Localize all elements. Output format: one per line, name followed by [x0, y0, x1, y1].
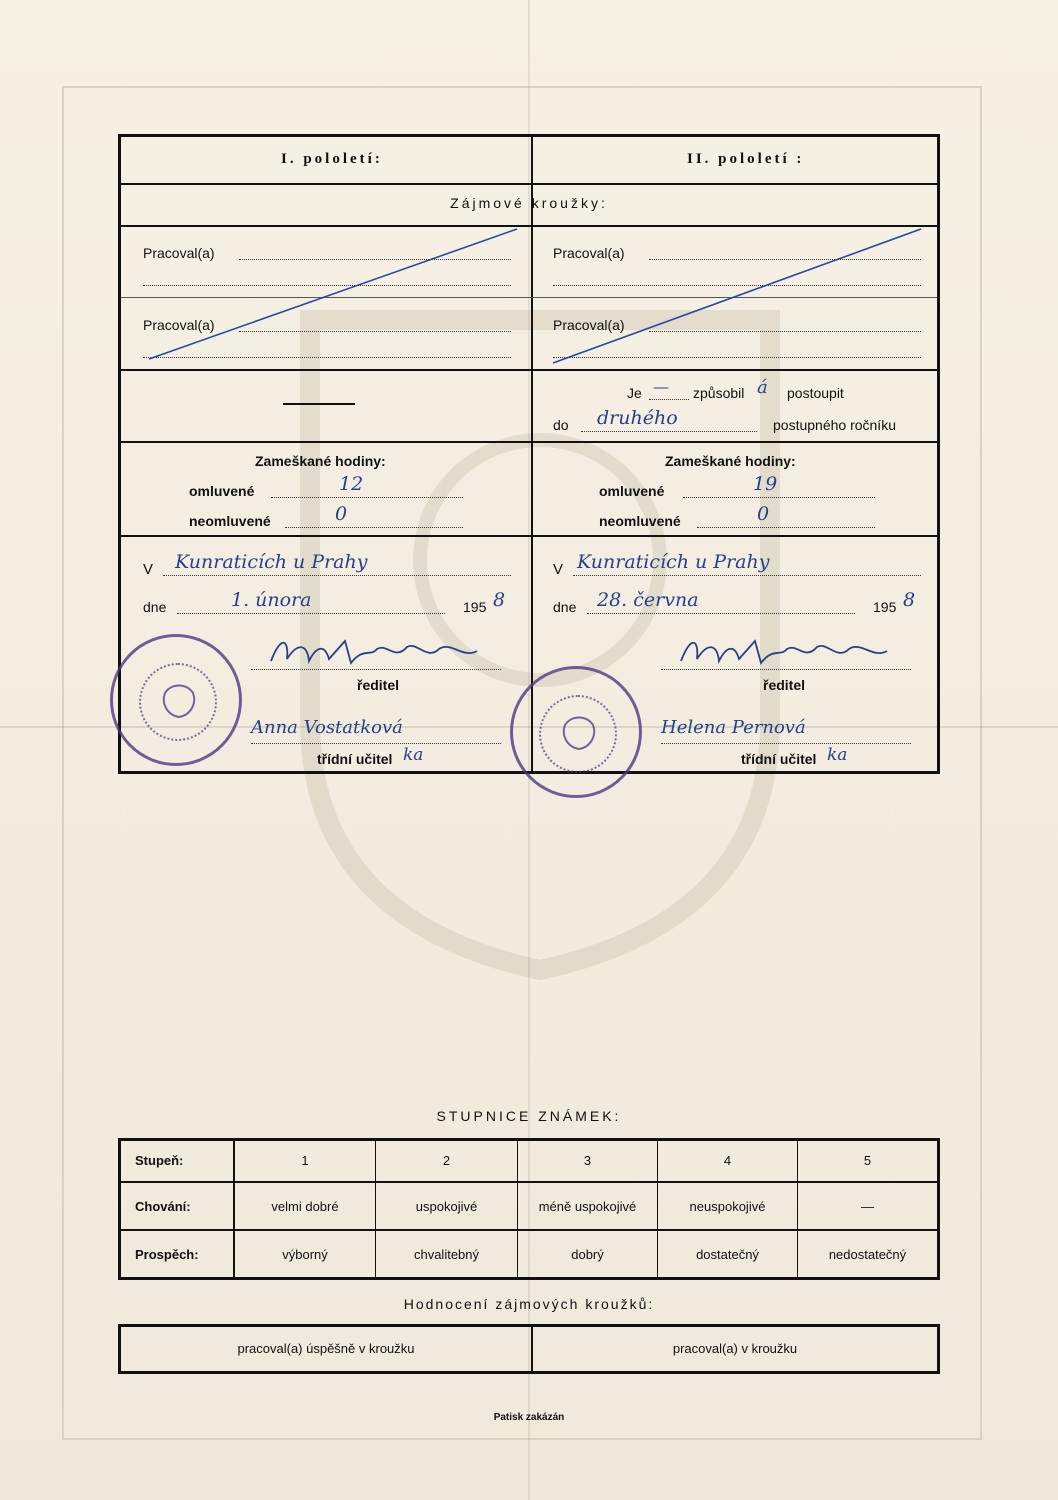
half1-club2-label: Pracoval(a): [143, 317, 215, 333]
half1-date-value: 1. února: [231, 589, 312, 611]
half2-date-value: 28. června: [597, 589, 699, 611]
row-divider: [121, 441, 937, 443]
half1-teacher-signature: Anna Vostatková: [251, 717, 403, 738]
grade-value: druhého: [597, 407, 678, 429]
half1-date-line: [177, 613, 445, 614]
half2-excused-label: omluvené: [599, 483, 665, 499]
row-divider: [121, 183, 937, 185]
half1-absence-title: Zameškané hodiny:: [255, 453, 386, 469]
club-eval-left: pracoval(a) úspěšně v kroužku: [237, 1341, 415, 1356]
half2-excused-line: [683, 497, 875, 498]
behavior-1: velmi dobré: [271, 1199, 339, 1214]
half1-excused-label: omluvené: [189, 483, 255, 499]
half1-unexcused-value: 0: [335, 503, 348, 525]
half2-absence-title: Zameškané hodiny:: [665, 453, 796, 469]
scale-row-progress: Prospěch:: [135, 1247, 199, 1262]
half1-place-value: Kunraticích u Prahy: [175, 551, 368, 573]
grade-suffix: postupného ročníku: [773, 417, 896, 433]
advance-mid: způsobil: [693, 385, 745, 401]
half2-teacher-signature: Helena Pernová: [661, 717, 806, 738]
scale-row-divider: [121, 1229, 937, 1231]
half1-unexcused-line: [285, 527, 463, 528]
half2-year-suffix: 8: [903, 589, 916, 611]
grade-4: 4: [723, 1153, 732, 1168]
advance-suffix: postoupit: [787, 385, 844, 401]
grade-5: 5: [863, 1153, 872, 1168]
half1-teacher-suffix: ka: [403, 745, 424, 765]
scale-row-divider: [121, 1181, 937, 1183]
grading-scale-table: [118, 1138, 940, 1280]
half2-club2-label: Pracoval(a): [553, 317, 625, 333]
scale-row-behavior: Chování:: [135, 1199, 191, 1214]
clubs-header: Zájmové kroužky:: [450, 195, 608, 211]
half1-year-suffix: 8: [493, 589, 506, 611]
half2-unexcused-label: neomluvené: [599, 513, 681, 529]
half1-teacher-line: [251, 743, 501, 744]
grade-1: 1: [301, 1153, 309, 1168]
club-eval-title: Hodnocení zájmových kroužků:: [403, 1296, 655, 1312]
half2-principal-signature: [677, 631, 907, 677]
behavior-2: uspokojivé: [415, 1199, 478, 1214]
half1-place-prefix: V: [143, 561, 154, 578]
advance-prefix: Je: [627, 385, 642, 401]
half1-teacher-title: třídní učitel: [317, 751, 393, 767]
half2-year-prefix: 195: [873, 599, 897, 615]
behavior-3: méně uspokojivé: [538, 1199, 637, 1214]
half1-advance-dash: [283, 403, 355, 405]
behavior-5: —: [861, 1199, 874, 1214]
half1-excused-value: 12: [339, 473, 364, 495]
grade-2: 2: [442, 1153, 451, 1168]
half2-date-prefix: dne: [553, 599, 577, 615]
half1-unexcused-label: neomluvené: [189, 513, 271, 529]
school-stamp-right: [510, 666, 642, 798]
half1-excused-line: [271, 497, 463, 498]
grade-line: [581, 431, 757, 432]
advance-blank: —: [653, 377, 669, 396]
progress-5: nedostatečný: [828, 1247, 907, 1262]
club-eval-table: [118, 1324, 940, 1374]
half2-unexcused-value: 0: [757, 503, 770, 525]
scale-title: STUPNICE ZNÁMEK:: [436, 1108, 622, 1124]
half1-principal-signature: [267, 631, 497, 677]
progress-3: dobrý: [571, 1247, 604, 1262]
half1-date-prefix: dne: [143, 599, 167, 615]
club-eval-right: pracoval(a) v kroužku: [672, 1341, 798, 1356]
grade-prefix: do: [553, 417, 569, 433]
half2-club1-label: Pracoval(a): [553, 245, 625, 261]
behavior-4: neuspokojivé: [689, 1199, 766, 1214]
half1-year-prefix: 195: [463, 599, 487, 615]
progress-1: výborný: [282, 1247, 328, 1262]
half2-excused-value: 19: [753, 473, 778, 495]
advance-handwritten: á: [757, 377, 768, 398]
half2-place-value: Kunraticích u Prahy: [577, 551, 770, 573]
half2-teacher-line: [661, 743, 911, 744]
footer-note: Patisk zakázán: [493, 1412, 565, 1423]
half1-principal-title: ředitel: [357, 677, 400, 693]
half1-title: I. pololetí:: [281, 151, 383, 167]
progress-2: chvalitebný: [413, 1247, 480, 1262]
pen-strike-lines: [121, 225, 937, 369]
progress-4: dostatečný: [696, 1247, 759, 1262]
advance-blank-line: [649, 399, 689, 400]
half1-place-line: [163, 575, 511, 576]
scale-row-grade: Stupeň:: [135, 1153, 184, 1168]
half2-date-line: [587, 613, 855, 614]
school-stamp-left: [110, 634, 242, 766]
half2-place-prefix: V: [553, 561, 564, 578]
half2-title: II. pololetí :: [687, 151, 805, 167]
half2-teacher-title: třídní učitel: [741, 751, 817, 767]
half1-club1-label: Pracoval(a): [143, 245, 215, 261]
grade-3: 3: [583, 1153, 592, 1168]
half2-principal-title: ředitel: [763, 677, 806, 693]
half2-unexcused-line: [697, 527, 875, 528]
row-divider: [121, 369, 937, 371]
half2-teacher-suffix: ka: [827, 745, 848, 765]
half2-place-line: [573, 575, 921, 576]
row-divider: [121, 535, 937, 537]
